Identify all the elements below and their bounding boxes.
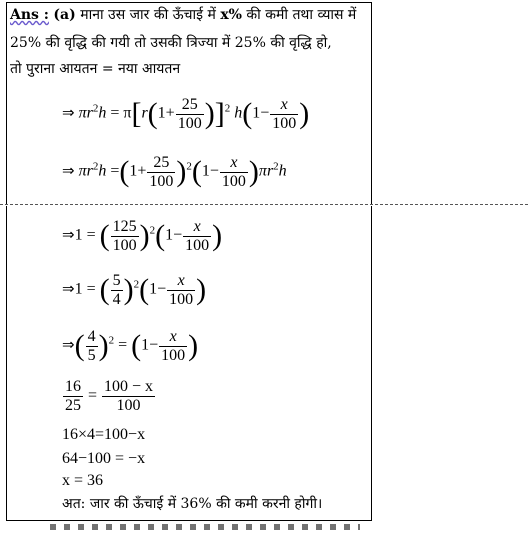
answer-line-3: तो पुराना आयतन = नया आयतन	[10, 61, 181, 77]
equation-step-5: ⇒( $\frac{4}{5}$ )$^2$ = (1− $\frac{x}{100}$ )	[62, 327, 199, 364]
cut-off-next-line	[50, 524, 360, 530]
conclusion-text: अत: जार की ऊँचाई में 36% की कमी करनी होगी।	[62, 496, 323, 512]
equation-step-6: $\frac{16}{25}$ = $\frac{100 - x}{100}$	[65, 378, 154, 414]
equation-step-2: ⇒ $\pi r^2h =(1+$ $\frac{25}{100}$ )$^2$(1− $\frac{x}{100}$ )$\pi r^2h$	[62, 153, 287, 190]
equation-step-9: x = 36	[62, 472, 104, 489]
answer-label: Ans :	[10, 7, 49, 23]
equation-step-4: ⇒1 = ( $\frac{5}{4}$ )$^2$(1− $\frac{x}{100}$ )	[62, 271, 207, 308]
answer-option: (a)	[53, 7, 76, 23]
answer-line-1-text: माना उस जार की ऊँचाई में x% की कमी तथा व्यास में	[80, 7, 357, 23]
page-break-divider	[0, 204, 528, 205]
equation-step-8: 64−100 = −x	[62, 450, 146, 467]
equation-step-7: 16×4=100−x	[62, 426, 146, 443]
equation-step-3: ⇒1 = ( $\frac{125}{100}$ )$^2$(1− $\frac{x}{100}$ )	[62, 217, 223, 254]
answer-line-1	[10, 6, 356, 24]
answer-line-2: 25% की वृद्धि की गयी तो उसकी त्रिज्या में 25% की वृद्धि हो,	[10, 35, 332, 51]
equation-step-1: ⇒ $\pi r^2h = \pi[r(1+$ $\frac{25}{100}$ )]$^2$ h(1− $\frac{x}{100}$ )	[62, 95, 310, 132]
